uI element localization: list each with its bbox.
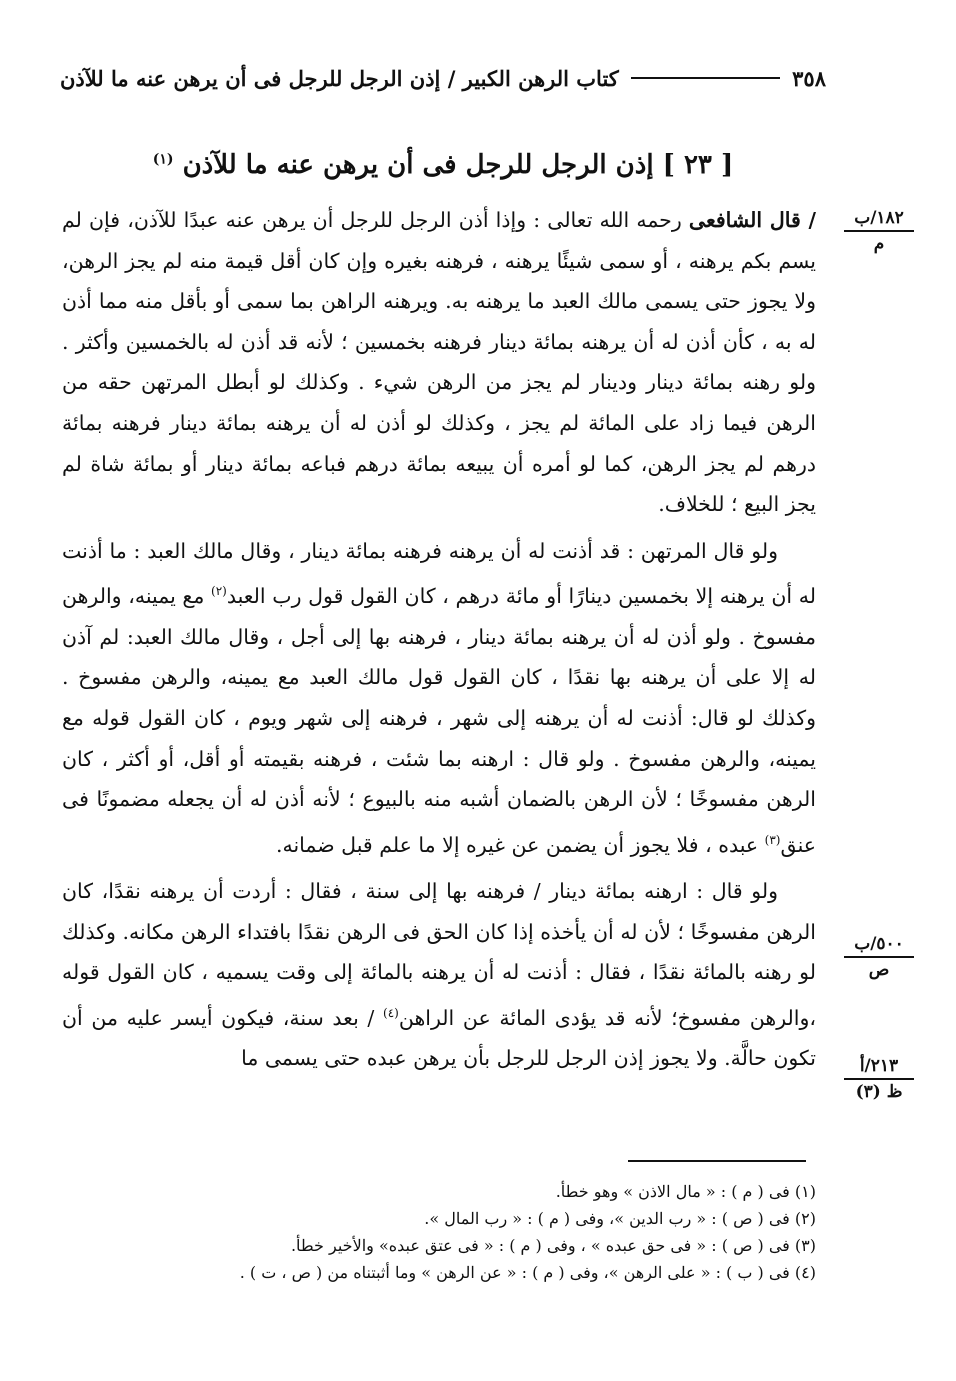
main-text [62,200,816,1085]
paragraph-text: عبده ، فلا يجوز أن يضمن عن غيره إلا ما علم قبل ضمانه. [275,832,765,857]
paragraph-text: ولو قال : ارهنه بمائة دينار / فرهنه بها إلى سنة ، فقال : أردت أن يرهنه نقدًا، كان الرهن مفسوخًا ؛ لأن له أن يأخذه إذا كان الحق فى الرهن نقدًا بافتداء الرهن مكانه. وكذلك لو رهنه بالمائة نقدًا ، فقال : أذنت له أن يرهنه بالمائة إلى وقت يسميه ، كان القول قوله ،والرهن مفسوخ؛ لأنه قد يؤدى المائة عن الراهن [62,879,816,1030]
paragraph-text: مع يمينه، والرهن مفسوخ . ولو أذن له أن يرهنه بمائة دينار ، فرهنه بها إلى أجل ، وقال مالك العبد: لم آذن له إلا على أن يرهنه بها نقدًا ، كان القول قول مالك العبد مع يمينه، والرهن مفسوخ . وكذلك لو قال: أذنت له أن يرهنه إلى شهر ، فرهنه إلى شهر ويوم ، كان القول قوله مع يمينه، والرهن مفسوخ . ولو قال : ارهنه بما شئت ، فرهنه بقيمته أو أقل، أو أكثر ، كان الرهن مفسوخًا ؛ لأن الرهن بالضمان أشبه منه بالبيوع ؛ لأنه أذن له أن يجعله مضمونًا فى عنق [62,584,816,857]
footnote-ref: (٣) [764,832,781,847]
footnote-2: (٢) فى ( ص ) : « رب الدين »، وفى ( م ) : « رب المال ». [424,1209,816,1228]
paragraph-2 [62,531,816,865]
page-number: ٣٥٨ [792,65,826,91]
footnote-rule [628,1160,806,1162]
section-note-ref: (١) [152,151,174,168]
paragraph-3 [62,871,816,1079]
paragraph-text: رحمه الله تعالى : وإذا أذن الرجل للرجل أن يرهن عنه عبدًا للآذن، فإن لم يسم بكم يرهنه ، أو سمى شيئًا يرهنه ، فرهنه بغيره وإن كان أقل قيمة منه لم يجز الرهن، ولا يجوز حتى يسمى مالك العبد ما يرهنه به. ويرهنه الراهن بما سمى أو بأقل منه مما أذن له به ، كأن أذن له أن يرهنه بمائة دينار فرهنه بخمسين ؛ لأنه قد أذن له بالخمسين وأكثر . ولو رهنه بمائة دينار ودينار لم يجز من الرهن شيء . وكذلك لو أبطل المرتهن حقه من الرهن فيما زاد على المائة لم يجز ، وكذلك لو أذن له أن يرهنه بمائة دينار فرهنه بمائة درهم لم يجز الرهن، كما لو أمره أن يبيعه بمائة درهم فباعه بمائة دينار أو بمائة شاة لم يجز البيع ؛ للخلاف. [62,208,816,517]
margin-note-folio: ١٨٢/ب [844,208,914,232]
paragraph-text: / بعد سنة، فيكون أيسر عليه من أن تكون حالَّة. ولا يجوز إذن الرجل للرجل بأن يرهن عبده حتى يسمى ما [62,1005,816,1071]
margin-note-1 [844,208,914,254]
running-title: كتاب الرهن الكبير / إذن الرجل للرجل فى أن يرهن عنه ما للآذن [60,65,619,91]
paragraph-1 [62,200,816,525]
margin-note-3 [844,1056,914,1102]
margin-note-folio: ٢١٣/أ [844,1056,914,1080]
footnote-3: (٣) فى ( ص ) : « فى حق عبده » ، وفى ( م ) : « فى عتق عبده» والأخير خطأ. [290,1236,816,1255]
paragraph-text: ولو قال المرتهن : قد أذنت له أن يرهنه فرهنه بمائة دينار ، وقال مالك العبد : ما أذنت له أن يرهنه إلا بخمسين دينارًا أو مائة درهم ، كان القول قول رب العبد [62,538,816,609]
margin-note-manuscript: م [873,234,885,254]
footnote-1: (١) فى ( م ) : « مال الاذن » وهو خطأ. [555,1182,816,1201]
footnotes [200,1178,816,1286]
margin-note-folio: ٥٠٠/ب [844,934,914,958]
margin-note-manuscript: ص [868,960,890,980]
running-header [60,58,826,98]
margin-note-manuscript: ظ (٣) [855,1082,903,1102]
margin-note-2 [844,934,914,980]
footnote-ref: (٢) [211,584,227,599]
footnote-ref: (٤) [383,1005,399,1020]
section-title-text: [ ٢٣ ] إذن الرجل للرجل فى أن يرهن عنه ما للآذن [182,150,734,180]
header-rule [631,77,780,79]
paragraph-lead: / قال الشافعى [688,208,817,232]
section-title [60,150,826,180]
footnote-4: (٤) فى ( ب ) : « على الرهن »، وفى ( م ) : « عن الرهن » وما أثبتناه من ( ص ، ت ) . [239,1263,816,1282]
